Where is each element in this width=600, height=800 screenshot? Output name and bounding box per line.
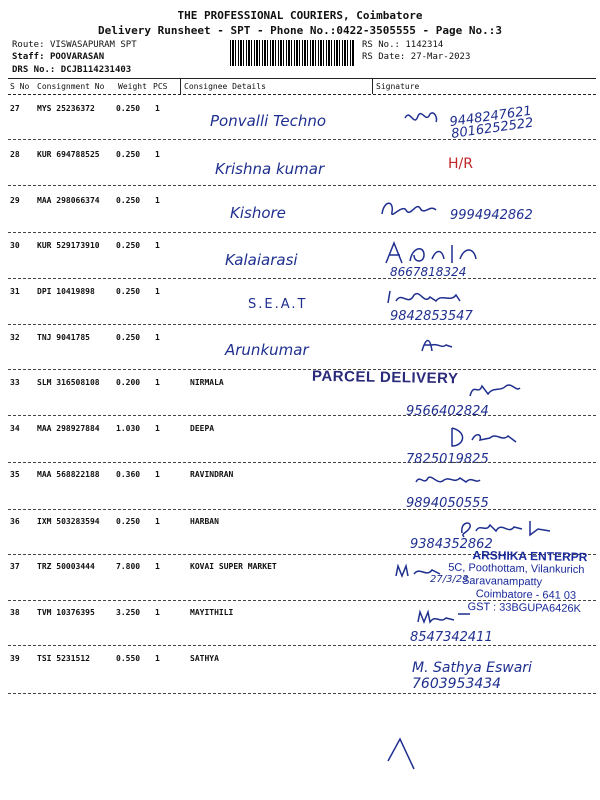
- row-pcs: 1: [155, 241, 160, 250]
- row-pcs: 1: [155, 424, 160, 433]
- col-consignee: Consignee Details: [184, 82, 266, 91]
- route-value: VISWASAPURAM SPT: [49, 40, 137, 50]
- row-consignee-handwritten: Krishna kumar: [215, 160, 325, 178]
- stamp-address-2: Saravanampatty: [461, 574, 543, 589]
- col-divider: [180, 78, 181, 94]
- row-sno: 32: [10, 333, 20, 342]
- table-row: [0, 333, 600, 377]
- stamp-address-1: 5C, Poothottam, Vilankurich: [448, 561, 585, 577]
- row-sno: 27: [10, 104, 20, 113]
- row-divider: [8, 278, 596, 279]
- row-sno: 37: [10, 562, 20, 571]
- rs-no-line: RS No.: 1142314: [362, 40, 444, 50]
- row-consignment: TRZ 50003444: [37, 562, 95, 571]
- row-pcs: 1: [155, 470, 160, 479]
- row-weight: 0.250: [116, 517, 141, 526]
- stamp-company-name: ARSHIKA ENTERPR: [472, 548, 588, 565]
- row-sno: 36: [10, 517, 20, 526]
- row-signature: [380, 333, 480, 363]
- row-weight: 0.550: [116, 654, 141, 663]
- row-pcs: 1: [155, 517, 160, 526]
- col-divider: [372, 78, 373, 94]
- document-title: THE PROFESSIONAL COURIERS, Coimbatore: [177, 9, 423, 22]
- row-weight: 0.250: [116, 196, 141, 205]
- signature-scribble: [380, 104, 440, 134]
- row-divider: [8, 509, 596, 510]
- col-pcs: PCS: [153, 82, 168, 91]
- row-sno: 38: [10, 608, 20, 617]
- row-signature: 9384352862: [380, 517, 580, 553]
- staff-value: POOVARASAN: [49, 52, 105, 62]
- pen-mark: [380, 735, 430, 775]
- row-pcs: 1: [155, 608, 160, 617]
- row-sno: 29: [10, 196, 20, 205]
- row-consignee-handwritten: S.E.A.T: [248, 297, 308, 312]
- row-consignment: MYS 25236372: [37, 104, 95, 113]
- row-divider: [8, 369, 596, 370]
- row-consignment: KUR 529173910: [37, 241, 100, 250]
- row-pcs: 1: [155, 333, 160, 342]
- signature-scribble: [380, 196, 460, 226]
- row-signature: 27/3/23: [380, 562, 480, 598]
- row-signature: 9448247621 8016252522: [380, 104, 600, 142]
- row-pcs: 1: [155, 196, 160, 205]
- row-weight: 0.250: [116, 104, 141, 113]
- row-sno: 31: [10, 287, 20, 296]
- row-consignment: SLM 316508108: [37, 378, 100, 387]
- table-row: [0, 654, 600, 698]
- row-divider: [8, 415, 596, 416]
- row-consignee: MAYITHILI: [190, 608, 234, 617]
- row-weight: 0.250: [116, 150, 141, 159]
- row-consignment: TSI 5231512: [37, 654, 90, 663]
- rs-date-line: RS Date: 27-Mar-2023: [362, 52, 471, 62]
- staff-line: Staff: POOVARASAN: [12, 52, 105, 62]
- stamp-gst: GST : 33BGUPA6426K: [467, 601, 581, 615]
- row-sno: 28: [10, 150, 20, 159]
- row-consignee: DEEPA: [190, 424, 215, 433]
- row-consignee: SATHYA: [190, 654, 219, 663]
- rs-date-value: 27-Mar-2023: [410, 52, 471, 62]
- signature-scribble: [380, 241, 490, 267]
- row-weight: 7.800: [116, 562, 141, 571]
- row-divider: [8, 139, 596, 140]
- row-consignment: IXM 503283594: [37, 517, 100, 526]
- row-weight: 1.030: [116, 424, 141, 433]
- row-weight: 0.250: [116, 333, 141, 342]
- row-sno: 33: [10, 378, 20, 387]
- row-divider: [8, 462, 596, 463]
- row-signature: 9894050555: [380, 470, 580, 510]
- row-sno: 30: [10, 241, 20, 250]
- signature-scribble: [380, 424, 540, 450]
- row-pcs: 1: [155, 562, 160, 571]
- rs-no-value: 1142314: [405, 40, 444, 50]
- col-weight: Weight: [118, 82, 147, 91]
- document-subtitle: Delivery Runsheet - SPT - Phone No.:0422-3505555 - Page No.:3: [98, 24, 502, 37]
- row-consignment: MAA 568822188: [37, 470, 100, 479]
- row-consignee-handwritten: Arunkumar: [225, 341, 309, 359]
- row-pcs: 1: [155, 150, 160, 159]
- parcel-delivery-stamp: PARCEL DELIVERY: [311, 367, 459, 388]
- row-divider: [8, 232, 596, 233]
- row-sno: 34: [10, 424, 20, 433]
- signature-scribble: [380, 333, 460, 359]
- row-consignee: KOVAI SUPER MARKET: [190, 562, 277, 571]
- header-top-rule: [8, 78, 596, 79]
- row-signature: H/R: [448, 156, 473, 172]
- row-consignment: TNJ 9041785: [37, 333, 90, 342]
- row-weight: 0.250: [116, 287, 141, 296]
- row-pcs: 1: [155, 378, 160, 387]
- signature-scribble: [380, 470, 540, 492]
- signature-scribble: [380, 287, 490, 309]
- row-signature: 9994942862: [380, 196, 580, 234]
- row-divider: [8, 185, 596, 186]
- row-weight: 3.250: [116, 608, 141, 617]
- row-consignment: MAA 298066374: [37, 196, 100, 205]
- row-consignee-handwritten: Ponvalli Techno: [210, 112, 327, 130]
- table-row: [0, 470, 600, 514]
- header-bottom-rule: [8, 94, 596, 95]
- table-row: [0, 104, 600, 148]
- row-pcs: 1: [155, 654, 160, 663]
- drs-line: DRS No.: DCJB114231403: [12, 65, 132, 75]
- signature-scribble: [380, 517, 580, 539]
- row-consignment: TVM 10376395: [37, 608, 95, 617]
- table-row: [0, 196, 600, 240]
- row-signature: 8547342411: [380, 608, 580, 648]
- table-row: [0, 150, 600, 194]
- row-divider: [8, 645, 596, 646]
- row-consignee-handwritten: Kalaiarasi: [225, 251, 298, 269]
- row-consignee: NIRMALA: [190, 378, 224, 387]
- row-signature: 8667818324: [380, 241, 580, 281]
- row-signature: 9566402824: [380, 378, 580, 418]
- row-divider: [8, 693, 596, 694]
- route-line: Route: VISWASAPURAM SPT: [12, 40, 137, 50]
- row-consignment: KUR 694788525: [37, 150, 100, 159]
- row-consignment: DPI 10419898: [37, 287, 95, 296]
- row-consignee: RAVINDRAN: [190, 470, 234, 479]
- row-consignee-handwritten: Kishore: [230, 204, 286, 222]
- row-signature: 7825019825: [380, 424, 580, 464]
- stamp-address-3: Coimbatore - 641 03: [475, 588, 577, 602]
- row-signature: 9842853547: [380, 287, 580, 327]
- col-signature: Signature: [376, 82, 420, 91]
- row-consignment: MAA 298927884: [37, 424, 100, 433]
- row-pcs: 1: [155, 104, 160, 113]
- col-sno: S No: [10, 82, 30, 91]
- drs-value: DCJB114231403: [60, 65, 132, 75]
- barcode: [230, 40, 355, 66]
- company-stamp: [447, 549, 600, 617]
- row-sno: 35: [10, 470, 20, 479]
- row-divider: [8, 324, 596, 325]
- row-consignee: HARBAN: [190, 517, 219, 526]
- row-signature: M. Sathya Eswari 7603953434: [412, 660, 532, 692]
- row-pcs: 1: [155, 287, 160, 296]
- row-weight: 0.360: [116, 470, 141, 479]
- row-weight: 0.250: [116, 241, 141, 250]
- col-consignment: Consignment No: [37, 82, 105, 91]
- row-sno: 39: [10, 654, 20, 663]
- row-weight: 0.200: [116, 378, 141, 387]
